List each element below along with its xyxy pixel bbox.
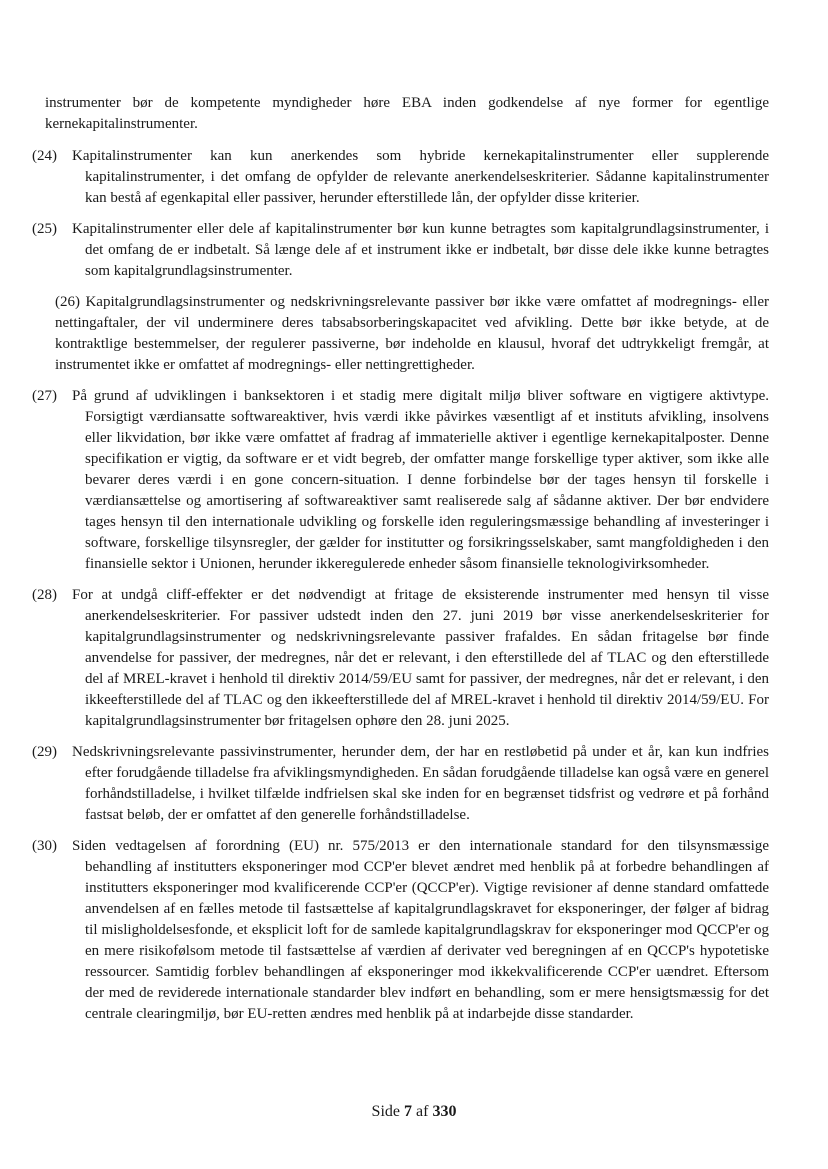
page-footer [0,1103,828,1121]
paragraph-text: For at undgå cliff-effekter er det nødvendigt at fritage de eksisterende instrumenter med hensyn til visse anerkendelseskriterier. For passiver udstedt inden den 27. juni 2019 bør visse anerkendelseskriterier for kapitalgrundlagsinstrumenter og nedskrivningsrelevante passiver frafaldes. En sådan fritagelse bør finde anvendelse for passiver, der medregnes, når det er relevant, i den efterstillede del af TLAC og den efterstillede del af MREL-kravet i henhold til direktiv 2014/59/EU samt for passiver, der medregnes, når det er relevant, i den ikkeefterstillede del af TLAC og den ikkeefterstillede del af MREL-kravet i henhold til direktiv 2014/59/EU. For kapitalgrundlagsinstrumenter bør fritagelsen ophøre den 28. juni 2025. [72,587,769,729]
paragraph-text: instrumenter bør de kompetente myndigheder høre EBA inden godkendelse af nye former for egentlige kernekapitalinstrumenter. [45,95,769,132]
paragraph-27 [32,386,769,575]
paragraph-number: (24) [32,148,57,164]
paragraph-25 [32,219,769,282]
paragraph-text: (26) Kapitalgrundlagsinstrumenter og nedskrivningsrelevante passiver bør ikke være omfattet af modregnings- eller nettingaftaler, der vil underminere deres tabsabsorberingskapacitet ved afvikling. Dette bør ikke betyde, at de kontraktlige bestemmelser, der regulerer passiverne, bør indeholde en klausul, hvoraf det udtrykkeligt fremgår, at instrumentet ikke er omfattet af modregnings- eller nettingrettigheder. [55,294,769,373]
document-body [32,93,769,1035]
paragraph-text: Kapitalinstrumenter eller dele af kapitalinstrumenter bør kun kunne betragtes som kapitalgrundlagsinstrumenter, i det omfang de er indbetalt. Så længe dele af et instrument ikke er indbetalt, bør disse dele ikke kunne betragtes som kapitalgrundlagsinstrumenter. [72,221,769,279]
paragraph-30 [32,836,769,1025]
paragraph-26 [45,292,769,376]
paragraph-number: (29) [32,744,57,760]
paragraph-continuation [45,93,769,135]
paragraph-text: På grund af udviklingen i banksektoren i et stadig mere digitalt miljø bliver software en vigtigere aktivtype. Forsigtigt værdiansatte softwareaktiver, hvis værdi ikke påvirkes væsentligt af et instituts afvikling, insolvens eller likvidation, bør ikke være omfattet af fradrag af immaterielle aktiver i egentlige kernekapitalposter. Denne specifikation er vigtig, da software er et vidt begreb, der omfatter mange forskellige typer aktiver, som ikke alle bevarer deres værdi i en gone concern-situation. I denne forbindelse bør der tages hensyn til forskelle i værdiansættelse og amortisering af softwareaktiver samt realiserede salg af sådanne aktiver. Der bør endvidere tages hensyn til den internationale udvikling og forskelle iden reguleringsmæssige behandling af investeringer i software, forskellige tilsynsregler, der gælder for institutter og forsikringsselskaber, samt mangfoldigheden i den finansielle sektor i Unionen, herunder ikkeregulerede enheder såsom finansielle teknologivirksomheder. [72,388,769,572]
paragraph-number: (30) [32,838,57,854]
page-separator: af [416,1103,429,1120]
paragraph-number: (27) [32,388,57,404]
paragraph-number: (25) [32,221,57,237]
paragraph-29 [32,742,769,826]
paragraph-number: (28) [32,587,57,603]
paragraph-28 [32,585,769,732]
paragraph-text: Nedskrivningsrelevante passivinstrumenter, herunder dem, der har en restløbetid på under et år, kan kun indfries efter forudgående tilladelse fra afviklingsmyndigheden. En sådan forudgående tilladelse kan også være en generel forhåndstilladelse, i hvilket tilfælde indfrielsen skal ske inden for en begrænset tidsfrist og vedrøre et på forhånd fastsat beløb, der er omfattet af den generelle forhåndstilladelse. [72,744,769,823]
total-pages: 330 [432,1103,457,1120]
current-page-number: 7 [404,1103,412,1120]
paragraph-text: Siden vedtagelsen af forordning (EU) nr. 575/2013 er den internationale standard for den tilsynsmæssige behandling af institutters eksponeringer mod CCP'er blevet ændret med henblik på at forbedre behandlingen af institutters eksponeringer mod kvalificerende CCP'er (QCCP'er). Vigtige revisioner af denne standard omfattede anvendelsen af en fælles metode til fastsættelse af kapitalgrundlagskravet for eksponeringer, der følger af bidrag til misligholdelsesfonde, et eksplicit loft for de samlede kapitalgrundlagskrav for eksponeringer mod QCCP'er og en mere risikofølsom metode til fastsættelse af værdien af derivater ved beregningen af en QCCP's hypotetiske ressourcer. Samtidig forblev behandlingen af eksponeringer mod ikkekvalificerende CCP'er uændret. Eftersom der med de reviderede internationale standarder blev indført en behandling, som er mere hensigtsmæssig for det centrale clearingmiljø, bør EU-retten ændres med henblik på at indarbejde disse standarder. [72,838,769,1022]
paragraph-text: Kapitalinstrumenter kan kun anerkendes som hybride kernekapitalinstrumenter eller supplerende kapitalinstrumenter, i det omfang de opfylder de relevante anerkendelseskriterier. Sådanne kapitalinstrumenter kan bestå af egenkapital eller passiver, herunder efterstillede lån, der opfylder disse kriterier. [72,148,769,206]
page-label: Side [371,1103,400,1120]
paragraph-24 [32,146,769,209]
